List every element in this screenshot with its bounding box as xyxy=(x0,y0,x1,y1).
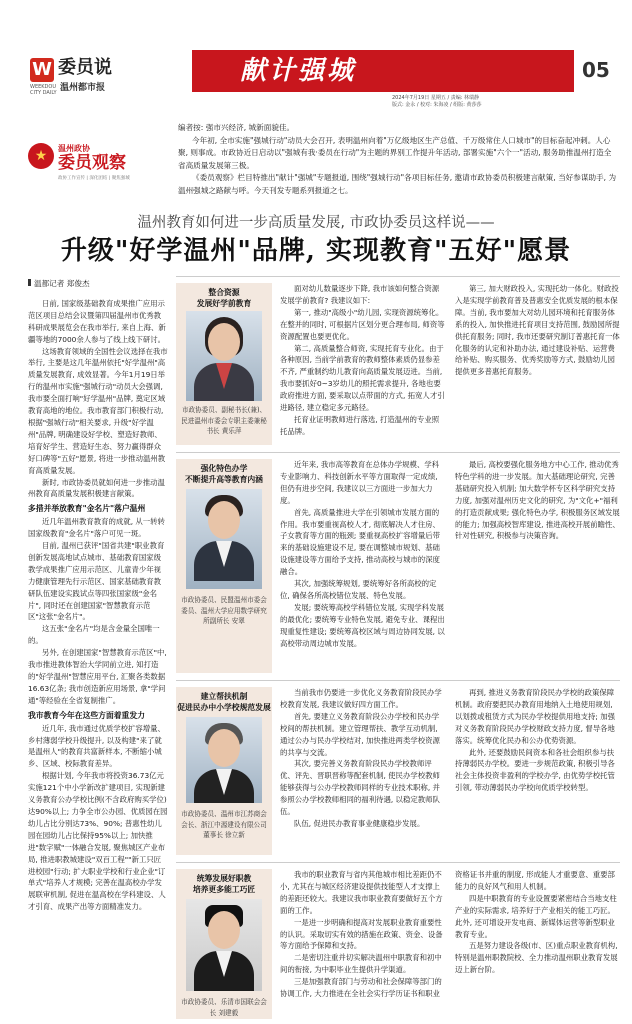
page-number: 05 xyxy=(582,58,610,82)
interview-paragraph: 第二, 高质量整合师资, 实现托育专业化。由于各种原因, 当前学前教育的教师整体素质仍显参差不齐, 严重制约幼儿教育向高质量发展迈进。当前, 我市要抓好0~3岁幼儿的照托需求提升, 各地也要政府推进方面, 要采取以点带面的方式, 拓宽人才引进路径, 建立稳定多元路径。 xyxy=(280,343,445,413)
logo-english: WEEKDOU CITY DAILY xyxy=(30,84,57,96)
panel-title-line: 培养更多能工巧匠 xyxy=(192,885,256,894)
banner-title: 献计强城 xyxy=(240,56,357,86)
layout-credits: 版式: 金永 / 校对: 朱海凌 / 组版: 黄莎莎 xyxy=(392,102,482,108)
panel-title xyxy=(176,463,272,485)
panel-title-line: 强化特色办学 xyxy=(200,464,248,473)
interview-block xyxy=(176,452,620,674)
interview-paragraph: 第三, 加大财政投入, 实现托幼一体化。财政投入是实现学前教育普及普惠安全优质发展的根本保障。当前, 我市要加大对幼儿园环境和托育服务体系的投入, 加快推进托育项目支持范围, 鼓励园所提供托育服务; 同时, 我市还要研究制订普惠托育一体化服务的认定和补助办法, 通过建设补贴、运营费给补贴、购买服务、优秀奖励等方式, 鼓励幼儿园提供更多普惠托育服务。 xyxy=(455,284,620,377)
section-banner xyxy=(192,50,574,92)
newspaper-logo-icon: W xyxy=(30,58,54,82)
interview-paragraph: 首先, 高质量推进大学在引领城市发展方面的作用。我市要重视高校人才, 彻底解决人才住房、子女教育等方面的瓶颈; 要重视高校扩容增量后带来的基础设施建设不足, 要在调整城市规划、基础设施建设等方面给予支持, 推动高校与城市的深度融合。 xyxy=(280,507,441,577)
panel-title xyxy=(176,287,272,309)
interview-paragraph: 其次, 要完善义务教育阶段民办学校教师评优、评先、晋职晋称等配套机制, 使民办学校教师能够获得与公办学校教师同样的专业技术职称, 并参照公办学校教师相同的福利待遇, 以稳定教师队伍。 xyxy=(280,759,440,817)
interview-paragraph: 托育业证明教师进行落选, 打造温州的专业照托品牌。 xyxy=(280,414,440,436)
date-line xyxy=(392,95,612,109)
interview-paragraph: 当前我市仍要进一步优化义务教育阶段民办学校教育发展, 我建议做好四方面工作。 xyxy=(280,688,442,709)
interview-paragraph: 队伍, 促进民办教育事业健康稳步发展。 xyxy=(294,818,425,828)
lead-article xyxy=(28,278,168,913)
member-panel xyxy=(176,869,272,1019)
article-paragraph: 日前, 国家级基础教育成果推广应用示范区项目总结会议暨第四届温州市优秀教科研成果展览会在我市举行, 来自上海、新疆等地的7000余人参与了线上线下研讨。 xyxy=(28,298,166,344)
article-paragraph: 根据计划, 今年我市将投资36.73亿元实施121个中小学新改扩建项目, 实现新建义务教育公办学校比例(不含政府购买学位)达90%以上; 力争全市公办园、优质园在园幼儿占比分别达73%、90%; 普惠性幼儿园在园幼儿占比保持95%以上; 加快推进"数字赋"一体融合发展, 聚焦城区产业布局, 推进职教城建设"双百工程""新工只匠进校园"行动; 扩大职业学校和行业企业"订单式"培养人才规模; 完善在温高校办学发展联审机制, 促进在温高校在学科建设、人才引育、成果产出等方面精准发力。 xyxy=(28,771,168,912)
masthead xyxy=(0,0,632,94)
member-panel xyxy=(176,459,272,673)
newspaper-name: 温州都市报 xyxy=(60,83,106,93)
article-paragraph: 另外, 在创建国家"智慧教育示范区"中, 我市推进教体智治大学同前立进, 知打造的"好学温州"智慧应用平台, 汇聚各类数据16.63亿条; 我市创造新应用场景, 拿"学问通"等经验在全省复制推广。 xyxy=(28,648,167,705)
section-logo-text: 委员说 xyxy=(58,57,112,78)
panel-title-line: 整合资源 xyxy=(208,288,240,297)
interview-paragraph: 发展; 要统筹高校学科错位发展, 实现学科发展的最优化; 要统筹专业特色发展, 避免专业、课程出现重复性建设; 要统筹高校区域与周边协同发展, 以高校带动周边城市发展。 xyxy=(280,602,445,648)
member-caption: 市政协委员、民盟温州市委会委员、温州大学应用数学研究所副所长 安翠 xyxy=(181,596,267,625)
editor-note-paragraph: 《委员观察》栏目特推出"献计"强城"专题报道, 围绕"强城行动"各项目标任务, 邀请市政协委员积极建言献策, 当好参谋助手, 为温州强城之路献与呼。今天刊发专题系列报道之七。 xyxy=(178,173,617,195)
editor-note xyxy=(178,122,618,198)
headline-title: 升级"好学温州"品牌, 实现教育"五好"愿景 xyxy=(60,236,572,266)
panel-title-line: 发展好学前教育 xyxy=(196,299,252,308)
editor-note-label: 编者按: 强市兴经济, 城新面貌佳。 xyxy=(178,123,295,132)
member-caption: 市政协委员、副秘书长(兼)、民进温州市委会专职主委兼秘书长 黄乐萍 xyxy=(181,406,267,435)
member-photo xyxy=(186,489,262,589)
interview-paragraph: 最后, 高校要强化服务地方中心工作, 推动优秀特色学科的进一步发展。加大基础理论研究, 完善基础研究投入机制; 加大数学杯专区科学研究支持力度, 加强对温州历史文化的研究, 为"文化+"福利的打造贡献成果; 强化特色办学, 积极服务区域发展的能力; 加强高校智库建设, 推进高校开展前瞻性、针对性研究, 积极参与决策咨询。 xyxy=(455,460,620,541)
interview-text xyxy=(280,283,620,443)
section-heading: 多措并举放教育"金名片"落户温州 xyxy=(28,504,146,514)
column-logo-top: 温州政协 xyxy=(58,144,90,153)
interview-paragraph: 再到, 推进义务教育阶段民办学校的政策保障机制。政府要把民办教育用地纳入土地使用规划, 以划拨或租赁方式为民办学校提供用地支持; 加强对义务教育阶段民办学校财政支持力度, 督导各地落实。统筹优化民办和公办优势资源。 xyxy=(455,688,616,745)
interview-paragraph: 我市的职业教育与省内其他城市相比差距仍不小, 尤其在与城区经济建设提供技能型人才支撑上的差距还较大。我建议我市职业教育要做好五个方面的工作。 xyxy=(280,870,443,915)
interview-paragraph: 此外, 还要鼓励民间资本和各社会组织参与扶持薄弱民办学校。要进一步规范政策, 积极引导各社会主体投资非盈利的学校办学, 由优势学校托管引领, 带动薄弱民办学校向优质学校转型。 xyxy=(455,747,615,793)
article-paragraph: 近几年, 我市通过优质学校扩容增量、乡村薄弱学校升级提升, 以及构建"来了就是温州人"的教育共富新样本, 不断缩小城乡、区域、校际教育差异。 xyxy=(28,723,165,769)
interview-paragraph: 五是努力建设各级(市、区)重点职业教育机构, 特别是温州职教院校、全力推动温州职业教育发展迈上新台阶。 xyxy=(455,941,618,975)
interview-block xyxy=(176,276,620,446)
column-logo-sub: 政协工作宣传 | 深化团结 | 聚焦强城 xyxy=(58,176,130,181)
member-photo xyxy=(186,899,262,991)
member-photo xyxy=(186,717,262,803)
article-paragraph: 这五张"金名片"均是含金量全国唯一的。 xyxy=(28,624,160,646)
byline: 温都记者 郑俊杰 xyxy=(28,278,168,290)
panel-title xyxy=(176,691,272,713)
cppcc-emblem-icon: ★ xyxy=(28,143,54,169)
column-logo xyxy=(28,143,178,183)
interview-paragraph: 面对幼儿数量逐步下降, 我市该如何整合资源发展学前教育? 我建议如下: xyxy=(280,284,440,305)
interview-block xyxy=(176,680,620,856)
interview-paragraph: 第一, 推动"高级小"幼儿园, 实现资源统筹化。在整并的同时, 可根据片区划分更合理布局, 师资等资源配置也要更优化。 xyxy=(280,307,445,341)
interview-block xyxy=(176,862,620,1018)
panel-title-line: 不断提升高等教育内涵 xyxy=(185,475,263,484)
date-editor: 2024年7月19日 星期五 / 责编: 林瑞静 xyxy=(392,95,479,101)
article-paragraph: 这场教育领域的全国性会议选择在我市举行, 主要是这几年温州依托"好学温州"高质量发展教育, 成效显著。今年1月19日举行的温州市实施"强城行动"动员大会强调, 我市要全面打响"好学温州"品牌, 奠定区域教育高地的地位。我市教育部门积极行动, 根据"强城行动"相关要求, 升级"好学温州"品牌, 明确建设好学校、塑造好教师、培育好学生、营造好生态、努力赢得群众好口碑等"五好"愿景, 将进一步推动温州教育高质量发展。 xyxy=(28,346,168,475)
interview-paragraph: 一是进一步明确和提高对发展职业教育重要性的认识。采取切实有效的措施在政策、资金、设备等方面给予保障和支持。 xyxy=(280,917,443,951)
member-panel xyxy=(176,283,272,445)
interview-text xyxy=(280,459,620,671)
interview-paragraph: 三是加强教育部门与劳动和社会保障等部门的协调工作, 大力推进在全社会实行学历证书和职业资格证书并重的制度, 形成能人才重要意、重要部能力的良好风气和用人机制。 xyxy=(280,870,615,999)
panel-title-line: 统筹发展好职教 xyxy=(196,874,252,883)
member-caption: 市政协委员、乐清市国联会会长 刘建毅 xyxy=(181,998,267,1017)
interview-paragraph: 其次, 加强统筹规划, 要统筹好各所高校的定位, 确保各所高校错位发展、特色发展。 xyxy=(280,579,437,600)
section-heading: 我市教育今年在这些方面着重发力 xyxy=(28,710,145,720)
panel-title-line: 促进民办中小学校规范发展 xyxy=(177,703,271,712)
interview-paragraph: 近年来, 我市高等教育在总体办学规模、学科专业影响力、科技创新水平等方面取得一定成绩, 但仍有进步空间, 我建议以三方面进一步加大力度。 xyxy=(280,460,440,505)
headline-kicker: 温州教育如何进一步高质量发展, 市政协委员这样说—— xyxy=(137,215,495,231)
interview-paragraph: 二是密切注重并切实解决温州中职教育和初中间的衔接, 为中职毕业生提供升学渠道。 xyxy=(280,953,442,975)
interview-text xyxy=(280,869,620,1019)
interview-text xyxy=(280,687,620,853)
panel-title-line: 建立帮扶机制 xyxy=(200,692,248,701)
editor-note-paragraph: 今年初, 全市实施"强城行动"动员大会召开, 表明温州向着"万亿级地区生产总值、千万级常住人口城市"的目标奋起冲刺。人心聚, 则事成。市政协近日启动以"强城有我·委员在行动"为主题的界别工作提升年活动, 部署实施"六个一"活动, 服务助推温州打造全省高质量发展第三极。 xyxy=(178,135,612,170)
article-paragraph: 新时, 市政协委员就如何进一步推动温州教育高质量发展积极建言献策。 xyxy=(28,477,165,499)
article-paragraph: 目前, 温州已获评"国省共建"职业教育创新发展高地试点城市、基础教育国家级教学成果推广应用示范区、儿童青少年视力健康管理先行示范区、国家基础教育教研队伍建设实践试点等四张国家级"金名片", 同时还在创建国家"智慧教育示范区"这张"金名片"。 xyxy=(28,541,165,622)
interview-paragraph: 首先, 要建立义务教育阶段公办学校和民办学校间的帮扶机制。建立管理帮扶、教学互动机制, 通过公办与民办学校结对, 加快推进两类学校资源的共享与交流。 xyxy=(280,711,440,757)
article-paragraph: 近几年温州教育教育的成就, 从一转转国家级教育"金名片"落户可见一斑。 xyxy=(28,517,165,539)
member-caption: 市政协委员、温州市江苏商会会长、浙江中源建设有限公司董事长 徐立新 xyxy=(181,810,267,839)
member-panel xyxy=(176,687,272,855)
column-logo-main: 委员观察 xyxy=(58,153,126,173)
panel-title xyxy=(176,873,272,895)
interview-paragraph: 四是中职教育的专业设置要紧密结合当地支柱产业的实际需求, 培养好于产业相关的能工巧匠。此外, 还可增设开发电商、新媒体运营等新型职业教育专业。 xyxy=(455,893,617,939)
member-photo xyxy=(186,311,262,401)
